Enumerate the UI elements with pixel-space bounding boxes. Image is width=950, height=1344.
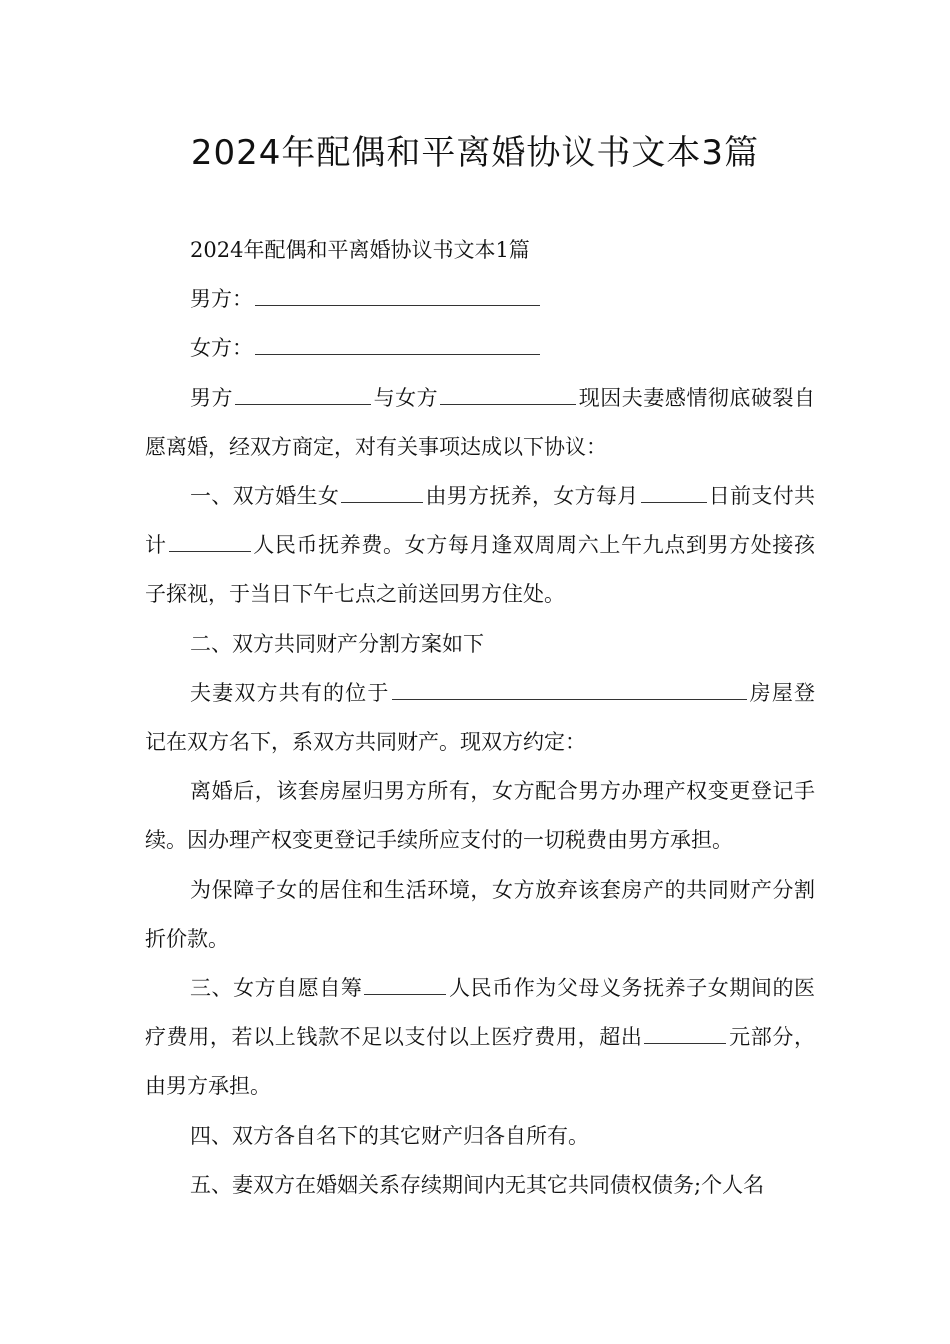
clause-1 <box>145 472 815 620</box>
exceed-amount-blank <box>644 1021 726 1044</box>
medical-fund-blank <box>364 972 446 995</box>
clause-2-house-a: 夫妻双方共有的位于 <box>190 680 390 705</box>
clause-1-d: 人民币抚养费。女方每月逢双周周六上午九点到男方处接孩子探视，于当日下午七点之前送回男方住处。 <box>145 533 816 607</box>
subtitle: 2024年配偶和平离婚协议书文本1篇 <box>190 238 530 262</box>
clause-2-house-b: 房屋登记在双方名下，系双方共同财产。现双方约定： <box>145 680 815 755</box>
clause-4: 四、双方各自名下的其它财产归各自所有。 <box>190 1123 589 1148</box>
female-party-line <box>145 324 815 373</box>
clause-3 <box>145 964 815 1112</box>
male-party-blank <box>255 283 540 306</box>
document-title: 2024年配偶和平离婚协议书文本3篇 <box>190 133 760 173</box>
clause-2-guarantee: 为保障子女的居住和生活环境，女方放弃该套房产的共同财产分割折价款。 <box>145 877 815 951</box>
intro-text: 现因夫妻感情彻底破裂自愿离婚，经双方商定，对有关事项达成以下协议： <box>145 385 816 459</box>
intro-paragraph <box>145 374 815 472</box>
payment-day-blank <box>641 480 707 503</box>
support-amount-blank <box>169 529 251 552</box>
female-name-blank <box>440 382 576 405</box>
male-party-label: 男方： <box>190 287 253 312</box>
clause-3-b: 人民币作为父母义务抚养子女期间的医疗费用，若以上钱款不足以支付以上医疗费用，超出 <box>145 976 816 1050</box>
clause-2-house <box>145 669 815 767</box>
female-party-label: 女方： <box>190 336 253 361</box>
daughter-name-blank <box>341 480 423 503</box>
clause-1-a: 一、双方婚生女 <box>190 484 340 509</box>
clause-3-a: 三、女方自愿自筹 <box>190 976 363 1001</box>
intro-with-female: 与女方 <box>373 385 439 410</box>
male-party-line <box>145 275 815 324</box>
clause-2-heading: 二、双方共同财产分割方案如下 <box>190 631 484 656</box>
clause-2-after-divorce: 离婚后，该套房屋归男方所有，女方配合男方办理产权变更登记手续。因办理产权变更登记手续所应支付的一切税费由男方承担。 <box>145 779 815 853</box>
intro-male: 男方 <box>190 385 234 410</box>
clause-3-c: 元部分，由男方承担。 <box>145 1025 816 1099</box>
clause-1-c: 日前支付共计 <box>145 484 816 558</box>
document-body <box>145 226 815 1210</box>
house-address-blank <box>392 677 747 700</box>
female-party-blank <box>255 332 540 355</box>
male-name-blank <box>235 382 371 405</box>
clause-1-b: 由男方抚养，女方每月 <box>425 484 639 509</box>
clause-5: 五、妻双方在婚姻关系存续期间内无其它共同债权债务;个人名 <box>190 1172 765 1197</box>
